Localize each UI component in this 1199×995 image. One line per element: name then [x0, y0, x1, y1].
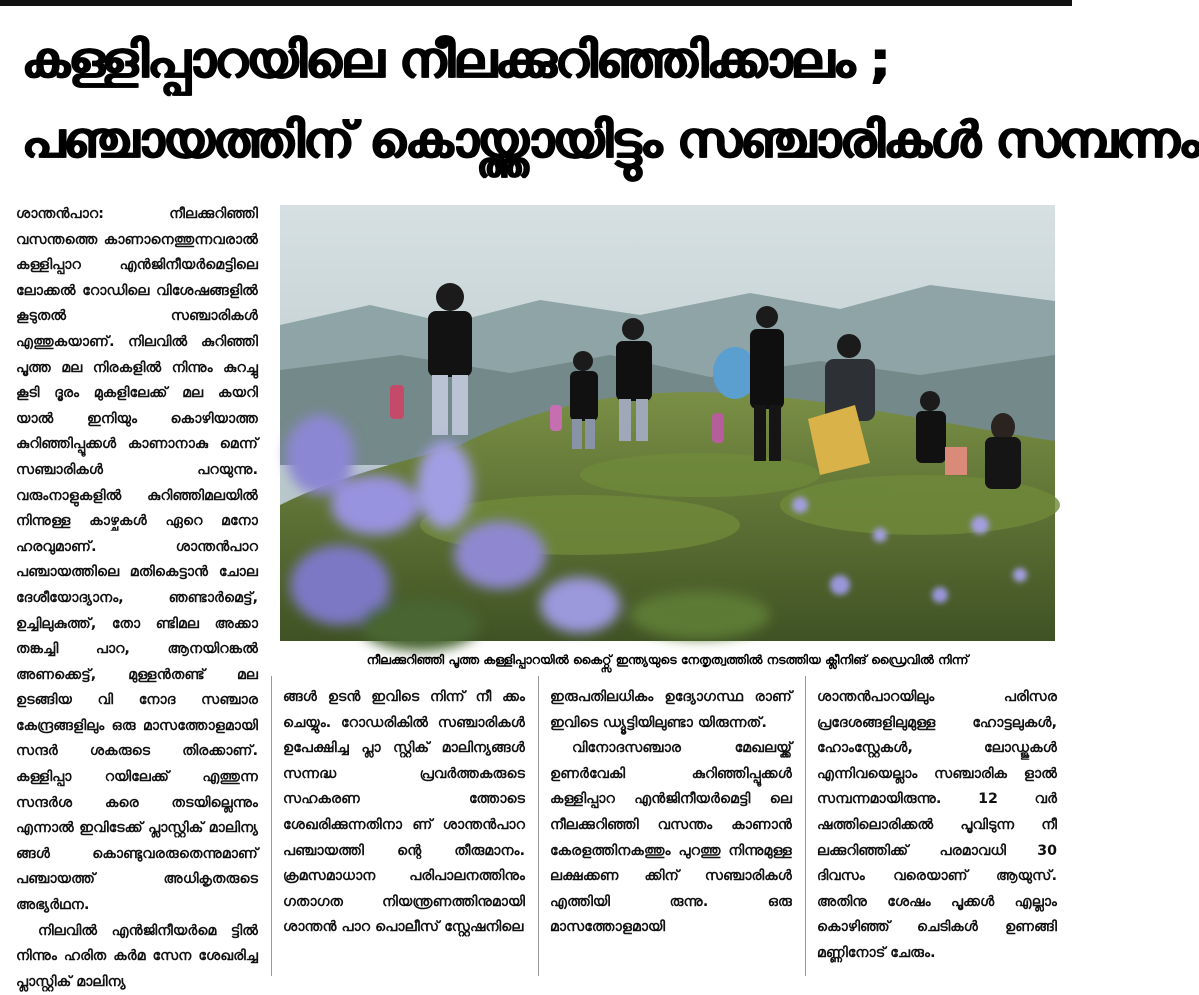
hill-cleanup-photo	[280, 205, 1055, 641]
article-column-4	[817, 685, 1057, 967]
column-divider	[271, 676, 272, 976]
photo-caption: നീലക്കുറിഞ്ഞി പൂത്ത കള്ളിപ്പാറയിൽ കൈറ്റ്സ് ഇന്ത്യയുടെ നേതൃത്വത്തിൽ നടത്തിയ ക്ലീനിങ് ഡ്രൈവിൽ നിന്ന്	[366, 652, 969, 667]
column-divider	[538, 676, 539, 976]
column-3-paragraph-1: ഇരുപതിലധികം ഉദ്യോഗസ്ഥ രാണ് ഇവിടെ ഡ്യൂട്ടിയിലുണ്ടാ യിരുന്നത്.	[550, 689, 792, 731]
article-column-3	[550, 685, 792, 941]
column-1-paragraph-2: നിലവിൽ എൻജിനീയർമെ ട്ടിൽ നിന്നും ഹരിത കർമ സേന ശേഖരിച്ച പ്ലാസ്റ്റിക് മാലിന്യ	[16, 922, 258, 990]
headline-line-1: കള്ളിപ്പാറയിലെ നീലക്കുറിഞ്ഞിക്കാലം ;	[22, 31, 890, 89]
column-divider	[805, 676, 806, 976]
column-4-paragraph-1: ശാന്തൻപാറയിലും പരിസര പ്രദേശങ്ങളിലുമുള്ള ഹോട്ടലുകൾ, ഹോംസ്റ്റേകൾ, ലോഡ്ജുകൾ എന്നിവയെല്ലാം സഞ്ചാരിക ളാൽ സമ്പന്നമായിരുന്നു. 12 വർ ഷത്തിലൊരിക്കൽ പൂവിടുന്ന നീ ലക്കുറിഞ്ഞിക്ക് പരമാവധി 30 ദിവസം വരെയാണ് ആയുസ്. അതിനു ശേഷം പൂക്കൾ എല്ലാം കൊഴിഞ്ഞ് ചെടികൾ ഉണങ്ങി മണ്ണിനോട് ചേരും.	[817, 689, 1057, 961]
article-column-1	[16, 202, 258, 995]
column-1-paragraph-1: ശാന്തൻപാറ: നീലക്കുറിഞ്ഞി വസന്തത്തെ കാണാനെത്തുന്നവരാൽ കള്ളിപ്പാറ എൻജിനീയർമെട്ടിലെ ലോക്കൽ റോഡിലെ വിശേഷങ്ങളിൽ കൂടുതൽ സഞ്ചാരികൾ എത്തുകയാണ്. നിലവിൽ കുറിഞ്ഞി പൂത്ത മല നിരകളിൽ നിന്നും കുറച്ചു കൂടി ദൂരം മുകളിലേക്ക് മല കയറി യാൽ ഇനിയും കൊഴിയാത്ത കുറിഞ്ഞിപ്പൂക്കൾ കാണാനാകു മെന്ന് സഞ്ചാരികൾ പറയുന്നു. വരുംനാളുകളിൽ കുറിഞ്ഞിമലയിൽ നിന്നുള്ള കാഴ്ചകൾ ഏറെ മനോ ഹരവുമാണ്. ശാന്തൻപാറ പഞ്ചായത്തിലെ മതികെട്ടാൻ ചോല ദേശീയോദ്യാനം, ഞണ്ടാർമെട്ട്, ഉച്ചിലുകുത്ത്, തോ ണ്ടിമല അക്കാ തങ്കച്ചി പാറ, ആനയിറങ്കൽ അണക്കെട്ട്, മുള്ളൻതണ്ട് മല ഉടങ്ങിയ വി നോദ സഞ്ചാര കേന്ദ്രങ്ങളിലും ഒരു മാസത്തോളമായി സന്ദർ ശകരുടെ തിരക്കാണ്. കള്ളിപ്പാ റയിലേക്ക് എത്തുന്ന സന്ദർശ കരെ തടയില്ലെന്നും എന്നാൽ ഇവിടേക്ക് പ്ലാസ്റ്റിക് മാലിന്യ ങ്ങൾ കൊണ്ടുവരരുതെന്നുമാണ് പഞ്ചായത്ത് അധികൃതരുടെ അഭ്യർഥന.	[16, 206, 258, 914]
column-2-paragraph-1: ങ്ങൾ ഉടൻ ഇവിടെ നിന്ന് നീ ക്കം ചെയ്യും. റോഡരികിൽ സഞ്ചാരികൾ ഉപേക്ഷിച്ച പ്ലാ സ്റ്റിക് മാലിന്യങ്ങൾ സന്നദ്ധ പ്രവർത്തകരുടെ സഹകരണ ത്തോടെ ശേഖരിക്കുന്നതിനാ ണ് ശാന്തൻപാറ പഞ്ചായത്തി ന്റെ തീരുമാനം. ക്രമസമാധാന പരിപാലനത്തിനും ഗതാഗത നിയന്ത്രണത്തിനുമായി ശാന്തൻ പാറ പൊലീസ് സ്റ്റേഷനിലെ	[283, 689, 525, 936]
column-3-paragraph-2: വിനോദസഞ്ചാര മേഖലയ്ക്ക് ഉണർവേകി കുറിഞ്ഞിപ്പൂക്കൾ കള്ളിപ്പാറ എൻജിനീയർമെട്ടി ലെ നീലക്കുറിഞ്ഞി വസന്തം കാണാൻ കേരളത്തിനകത്തും പുറത്തു നിന്നുമുള്ള ലക്ഷക്കണ ക്കിന് സഞ്ചാരികൾ എത്തിയി രുന്നു. ഒരു മാസത്തോളമായി	[550, 740, 792, 936]
article-column-2	[283, 685, 525, 941]
page-top-rule	[0, 0, 1072, 6]
headline-line-2: പഞ്ചായത്തിന് കൊയ്ത്തായിട്ടും സഞ്ചാരികൾ സമ്പന്നം	[22, 111, 1199, 169]
news-photo	[280, 205, 1055, 641]
